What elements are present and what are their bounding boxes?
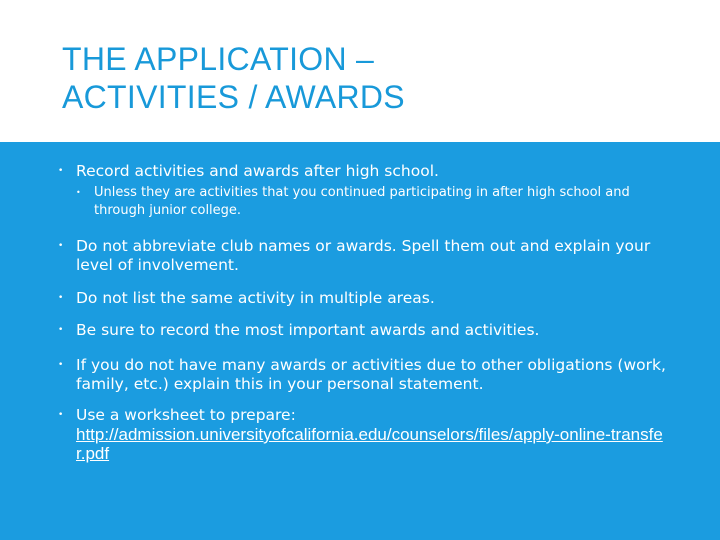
bullet-icon: • xyxy=(76,188,81,197)
title-area xyxy=(0,0,720,142)
slide-title xyxy=(62,40,702,116)
worksheet-link[interactable]: http://admission.universityofcalifornia.edu/counselors/files/apply-online-transfer.pdf xyxy=(76,425,663,463)
bullet-item xyxy=(58,237,668,275)
sub-bullet-item xyxy=(76,184,666,220)
bullet-text: If you do not have many awards or activities due to other obligations (work, family, etc.) explain this in your personal statement. xyxy=(76,356,666,393)
slide-title-line-2: ACTIVITIES / AWARDS xyxy=(62,79,405,115)
bullet-text: Be sure to record the most important awards and activities. xyxy=(76,321,540,339)
bullet-text: Use a worksheet to prepare: xyxy=(76,406,296,424)
bullet-icon: • xyxy=(58,360,64,370)
bullet-text: Record activities and awards after high school. xyxy=(76,162,439,180)
bullet-icon: • xyxy=(58,241,64,251)
bullet-item xyxy=(58,321,668,340)
bullet-item xyxy=(58,356,668,394)
bullet-text: Do not abbreviate club names or awards. Spell them out and explain your level of involvement. xyxy=(76,237,651,274)
sub-bullet-text: Unless they are activities that you continued participating in after high school and through junior college. xyxy=(94,185,630,218)
bullet-item xyxy=(58,289,668,308)
bullet-text: Do not list the same activity in multiple areas. xyxy=(76,289,435,307)
bullet-item xyxy=(58,162,668,181)
bullet-icon: • xyxy=(58,410,64,420)
bullet-icon: • xyxy=(58,293,64,303)
bullet-icon: • xyxy=(58,166,64,176)
bullet-item xyxy=(58,406,668,463)
slide-title-line-1: THE APPLICATION – xyxy=(62,41,375,77)
bullet-icon: • xyxy=(58,325,64,335)
